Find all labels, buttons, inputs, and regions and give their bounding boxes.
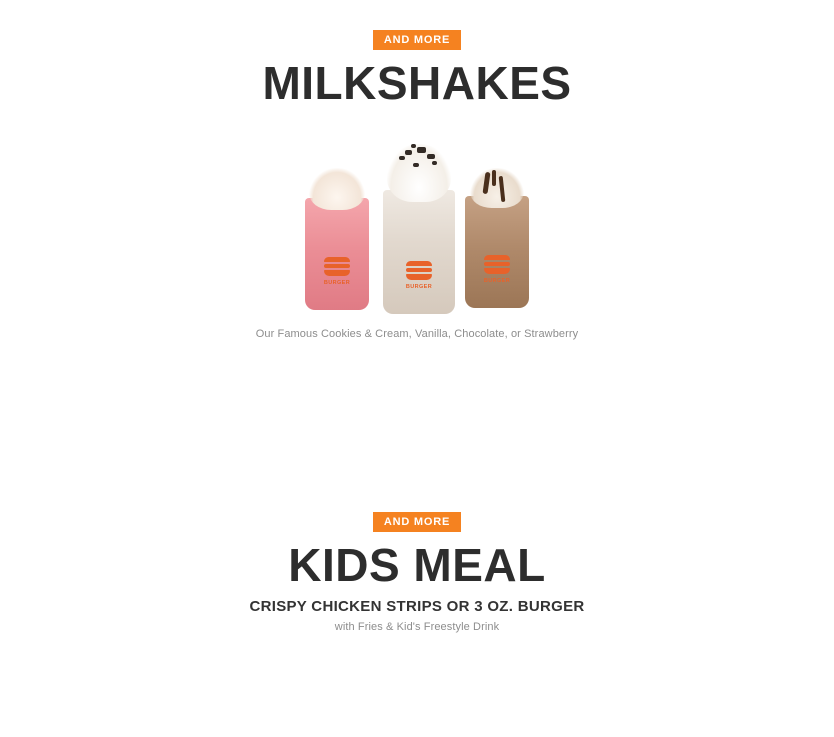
cup-logo-text: BURGER bbox=[323, 280, 351, 287]
cup-logo bbox=[316, 257, 358, 286]
section-kids-meal bbox=[0, 512, 834, 633]
cup-logo bbox=[398, 261, 440, 290]
whipped-cream-swirl-icon bbox=[309, 168, 365, 210]
burger-logo-icon bbox=[406, 261, 432, 281]
kids-meal-eyebrow-badge: AND MORE bbox=[373, 512, 461, 532]
section-milkshakes bbox=[0, 30, 834, 340]
whipped-cream-swirl-icon bbox=[387, 144, 451, 202]
milkshakes-eyebrow-badge: AND MORE bbox=[373, 30, 461, 50]
kids-meal-subtitle: CRISPY CHICKEN STRIPS OR 3 OZ. BURGER bbox=[249, 598, 585, 616]
burger-logo-icon bbox=[484, 255, 510, 275]
chocolate-shake-cup bbox=[465, 196, 529, 308]
cup-logo-text: BURGER bbox=[483, 278, 511, 285]
cup-logo bbox=[476, 255, 518, 284]
milkshakes-image bbox=[297, 129, 537, 314]
cookies-and-cream-shake-cup bbox=[383, 190, 455, 314]
kids-meal-title: KIDS MEAL bbox=[288, 539, 546, 591]
burger-logo-icon bbox=[324, 257, 350, 277]
milkshakes-title: MILKSHAKES bbox=[262, 57, 572, 109]
kids-meal-caption: with Fries & Kid's Freestyle Drink bbox=[334, 621, 500, 634]
whipped-cream-swirl-icon bbox=[470, 168, 524, 208]
milkshakes-caption: Our Famous Cookies & Cream, Vanilla, Chocolate, or Strawberry bbox=[255, 328, 579, 341]
strawberry-shake-cup bbox=[305, 198, 369, 310]
cup-logo-text: BURGER bbox=[405, 284, 433, 291]
